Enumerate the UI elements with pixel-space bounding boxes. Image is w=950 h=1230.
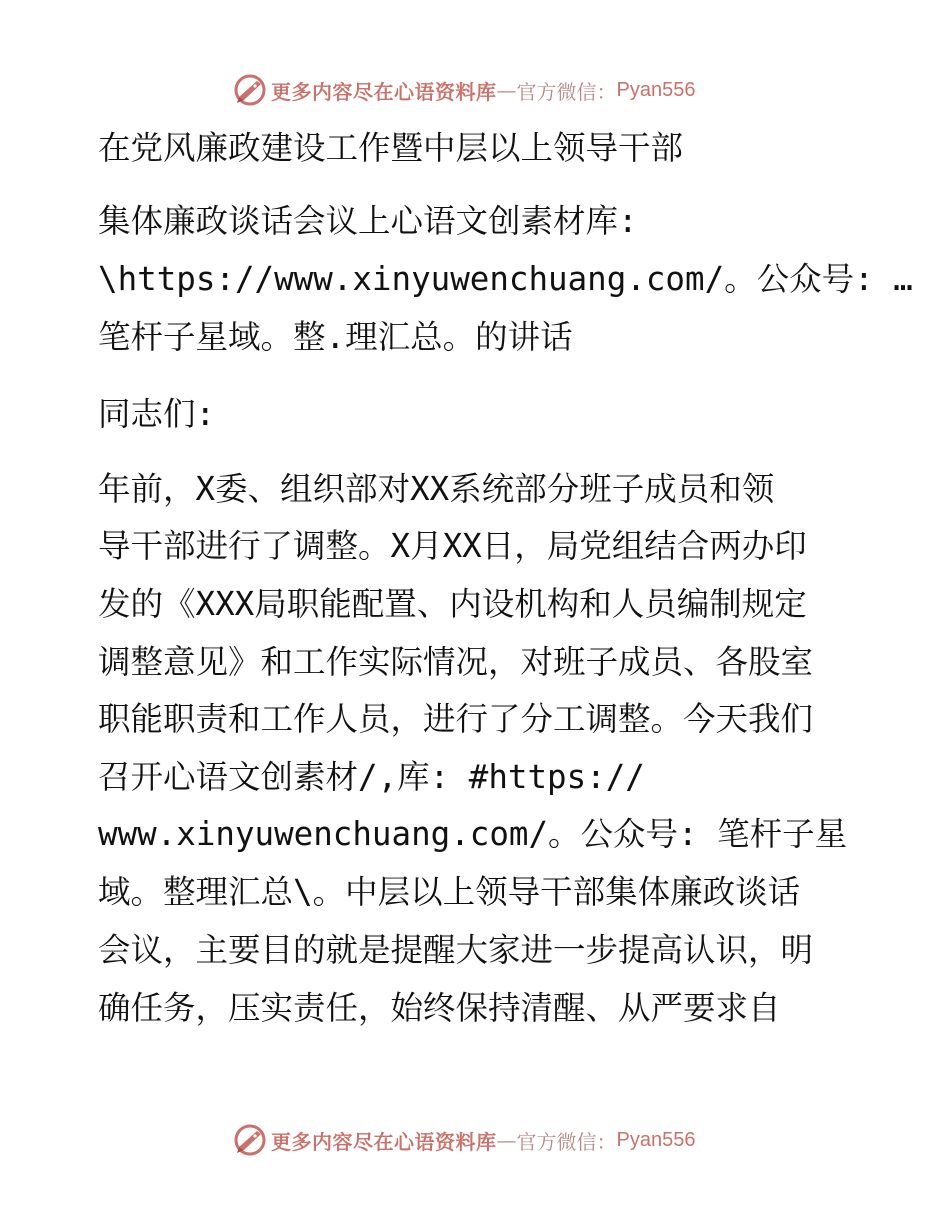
- header-watermark: [233, 70, 695, 110]
- title-line-3: \https://www.xinyuwenchuang.com/。公众号: …: [98, 260, 913, 298]
- watermark-dash: —: [496, 1128, 517, 1152]
- body-line: 调整意见》和工作实际情况，对班子成员、各股室: [98, 643, 814, 681]
- watermark-main-text: 更多内容尽在心语资料库: [271, 79, 497, 104]
- body-line: 职能职责和工作人员，进行了分工调整。今天我们: [98, 700, 814, 738]
- body-line: 发的《XXX局职能配置、内设机构和人员编制规定: [98, 585, 807, 623]
- pen-logo-icon: [233, 1123, 267, 1157]
- watermark-wechat-label: 官方微信：: [516, 79, 617, 104]
- title-line-1: 在党风廉政建设工作暨中层以上领导干部: [98, 129, 684, 167]
- watermark-wechat-label: 官方微信：: [516, 1129, 617, 1154]
- title-line-4: 笔杆子星域。整.理汇总。的讲话: [98, 318, 573, 356]
- salutation: 同志们:: [98, 395, 216, 433]
- watermark-wechat-id: Pyan556: [616, 78, 696, 101]
- title-line-2: 集体廉政谈话会议上心语文创素材库:: [98, 202, 638, 240]
- body-line: 会议，主要目的就是提醒大家进一步提高认识，明: [98, 931, 814, 969]
- body-line: 域。整理汇总\。中层以上领导干部集体廉政谈话: [98, 873, 801, 911]
- pen-logo-icon: [233, 73, 267, 107]
- watermark-dash: —: [496, 78, 517, 102]
- body-line: 导干部进行了调整。X月XX日，局党组结合两办印: [98, 527, 807, 565]
- body-line: 确任务，压实责任，始终保持清醒、从严要求自: [98, 989, 781, 1027]
- watermark-wechat-id: Pyan556: [616, 1128, 696, 1151]
- body-line: 年前，X委、组织部对XX系统部分班子成员和领: [98, 470, 775, 508]
- body-line: 召开心语文创素材/,库: #https://: [98, 758, 645, 796]
- footer-watermark: [233, 1120, 695, 1160]
- watermark-main-text: 更多内容尽在心语资料库: [271, 1129, 497, 1154]
- body-line: www.xinyuwenchuang.com/。公众号: 笔杆子星: [98, 815, 848, 853]
